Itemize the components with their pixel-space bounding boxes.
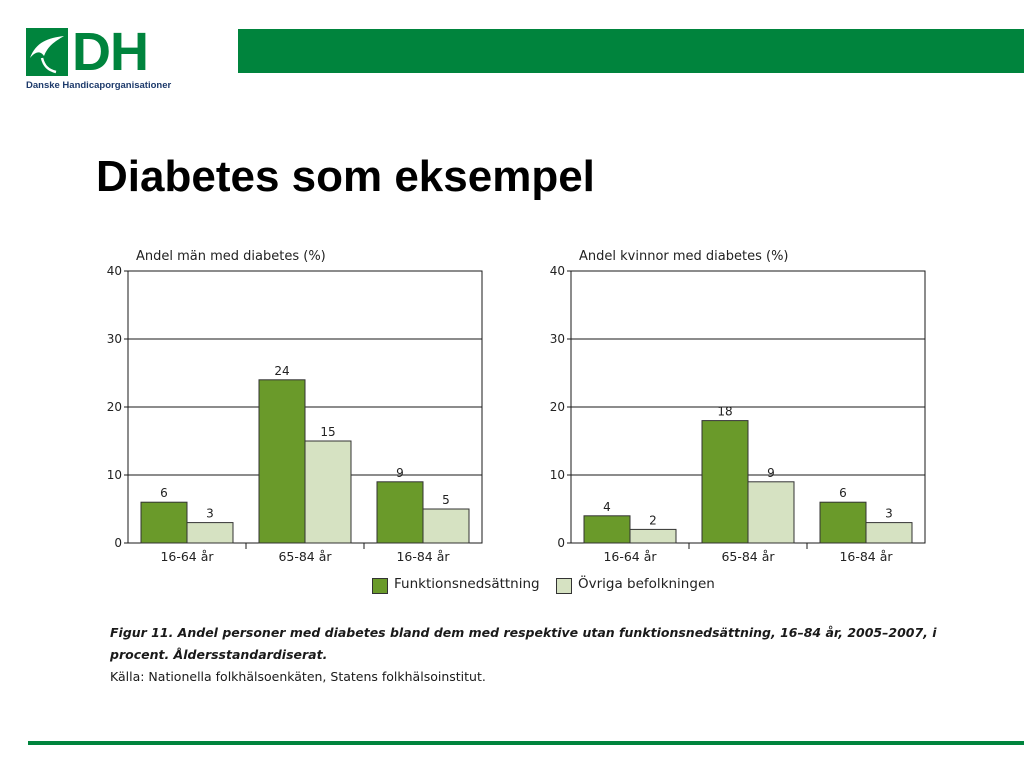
chart-2-bar	[820, 502, 866, 543]
legend-label: Funktionsnedsättning	[394, 576, 540, 592]
chart-2-data-label: 9	[767, 465, 775, 480]
figure-caption	[110, 622, 990, 688]
chart-1-ytick-label: 40	[106, 264, 122, 278]
chart-2-bar	[630, 529, 676, 543]
chart-2-data-label: 6	[839, 486, 847, 501]
caption-title: Figur 11. Andel personer med diabetes bland dem med respektive utan funktionsnedsättning, 16–84 år, 2005–2007, i procent. Åldersstandardiserat.	[110, 625, 937, 662]
chart-1-data-label: 6	[160, 486, 168, 501]
chart-2-data-label: 4	[603, 499, 611, 514]
chart-2-ytick-label: 10	[549, 468, 565, 482]
logo-subtitle: Danske Handicaporganisationer	[26, 80, 172, 91]
chart-2-bar	[748, 482, 794, 543]
chart-2-bar	[584, 516, 630, 543]
slide-title: Diabetes som eksempel	[96, 152, 595, 201]
chart-1-data-label: 9	[396, 465, 404, 480]
chart-1-ytick-label: 10	[106, 468, 122, 482]
chart-2-ytick-label: 0	[557, 536, 565, 550]
chart-2-category-label: 65-84 år	[721, 549, 775, 564]
chart-1-bar	[377, 482, 423, 543]
logo-letters: DH	[72, 22, 148, 82]
chart-1-data-label: 3	[206, 506, 214, 521]
chart-1-ytick-label: 20	[106, 400, 122, 414]
chart-1-bar	[259, 380, 305, 543]
chart-2-bar	[866, 523, 912, 543]
chart-1-data-label: 15	[320, 425, 336, 439]
chart-2-category-label: 16-64 år	[603, 549, 657, 564]
chart-2-category-label: 16-84 år	[839, 549, 893, 564]
chart-2-data-label: 2	[649, 513, 657, 528]
chart-2-ytick-label: 20	[549, 400, 565, 414]
caption-source: Källa: Nationella folkhälsoenkäten, Statens folkhälsoinstitut.	[110, 669, 486, 684]
chart-1-category-label: 16-84 år	[396, 549, 450, 564]
charts-area	[100, 238, 950, 568]
chart-1-category-label: 65-84 år	[278, 549, 332, 564]
chart-1-ytick-label: 0	[114, 536, 122, 550]
chart-1-bar	[423, 509, 469, 543]
legend-swatch-dark	[372, 578, 388, 594]
header-band	[238, 29, 1024, 73]
chart-2-ytick-label: 40	[549, 264, 565, 278]
chart-1-data-label: 5	[442, 493, 450, 507]
chart-2-bar	[702, 421, 748, 543]
chart-1-category-label: 16-64 år	[160, 549, 214, 564]
chart-1-title: Andel män med diabetes (%)	[136, 249, 326, 264]
chart-1-data-label: 24	[274, 363, 290, 378]
chart-1-bar	[305, 441, 351, 543]
bird-logo-icon	[26, 28, 68, 76]
chart-1-ytick-label: 30	[106, 332, 122, 346]
chart-2-data-label: 3	[885, 506, 893, 521]
logo	[26, 22, 176, 92]
legend-label: Övriga befolkningen	[578, 576, 715, 592]
chart-1-bar	[187, 523, 233, 543]
chart-1-bar	[141, 502, 187, 543]
legend-swatch-light	[556, 578, 572, 594]
chart-2-title: Andel kvinnor med diabetes (%)	[579, 249, 789, 264]
chart-2-ytick-label: 30	[549, 332, 565, 346]
footer-rule	[28, 741, 1024, 745]
chart-2-data-label: 18	[717, 404, 733, 419]
